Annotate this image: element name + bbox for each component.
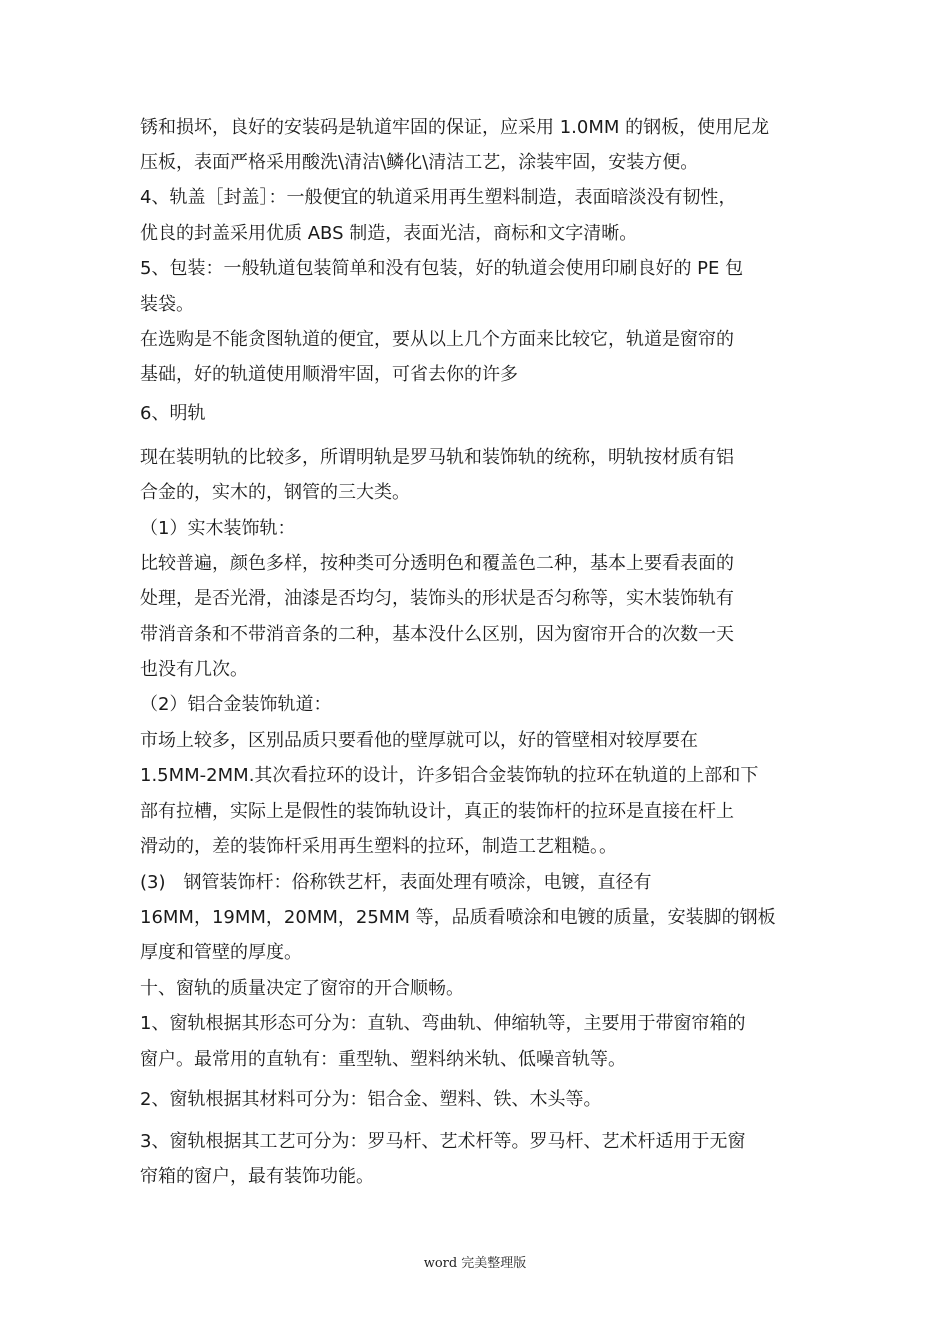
subsection-heading: （2）铝合金装饰轨道： bbox=[140, 694, 332, 715]
text-line: 帘箱的窗户，最有装饰功能。 bbox=[140, 1166, 374, 1187]
text-line: 窗户。最常用的直轨有：重型轨、塑料纳米轨、低噪音轨等。 bbox=[140, 1049, 626, 1070]
text-line: 带消音条和不带消音条的二种，基本没什么区别，因为窗帘开合的次数一天 bbox=[140, 624, 734, 645]
text-line: 部有拉槽，实际上是假性的装饰轨设计，真正的装饰杆的拉环是直接在杆上 bbox=[140, 801, 734, 822]
text-line: 16MM，19MM，20MM，25MM 等，品质看喷涂和电镀的质量，安装脚的钢板 bbox=[140, 907, 776, 928]
text-line: 压板，表面严格采用酸洗\清洁\鳞化\清洁工艺，涂装牢固，安装方便。 bbox=[140, 152, 699, 173]
text-line: 装袋。 bbox=[140, 294, 194, 315]
text-line: 处理，是否光滑，油漆是否均匀，装饰头的形状是否匀称等，实木装饰轨有 bbox=[140, 588, 734, 609]
text-line: 3、窗轨根据其工艺可分为：罗马杆、艺术杆等。罗马杆、艺术杆适用于无窗 bbox=[140, 1131, 746, 1152]
text-line: 比较普遍，颜色多样，按种类可分透明色和覆盖色二种，基本上要看表面的 bbox=[140, 553, 734, 574]
text-line: 厚度和管壁的厚度。 bbox=[140, 942, 302, 963]
subsection-heading: (3) 钢管装饰杆：俗称铁艺杆，表面处理有喷涂，电镀，直径有 bbox=[140, 872, 652, 893]
text-line: 1.5MM-2MM.其次看拉环的设计，许多铝合金装饰轨的拉环在轨道的上部和下 bbox=[140, 765, 759, 786]
text-line: 现在装明轨的比较多，所谓明轨是罗马轨和装饰轨的统称，明轨按材质有铝 bbox=[140, 447, 734, 468]
page-footer: word 完美整理版 bbox=[423, 1256, 527, 1271]
section-heading: 6、明轨 bbox=[140, 403, 206, 424]
text-line: 滑动的，差的装饰杆采用再生塑料的拉环，制造工艺粗糙。。 bbox=[140, 836, 617, 857]
text-line: 优良的封盖采用优质 ABS 制造，表面光洁，商标和文字清晰。 bbox=[140, 223, 638, 244]
text-line: 锈和损坏，良好的安装码是轨道牢固的保证，应采用 1.0MM 的钢板，使用尼龙 bbox=[140, 117, 770, 138]
text-line: 1、窗轨根据其形态可分为：直轨、弯曲轨、伸缩轨等，主要用于带窗帘箱的 bbox=[140, 1013, 746, 1034]
text-line: 4、轨盖［封盖］：一般便宜的轨道采用再生塑料制造，表面暗淡没有韧性， bbox=[140, 187, 737, 208]
section-heading: 十、窗轨的质量决定了窗帘的开合顺畅。 bbox=[140, 978, 464, 999]
text-line: 2、窗轨根据其材料可分为：铝合金、塑料、铁、木头等。 bbox=[140, 1089, 602, 1110]
text-line: 在选购是不能贪图轨道的便宜，要从以上几个方面来比较它，轨道是窗帘的 bbox=[140, 329, 734, 350]
subsection-heading: （1）实木装饰轨： bbox=[140, 518, 296, 539]
text-line: 5、包装：一般轨道包装简单和没有包装，好的轨道会使用印刷良好的 PE 包 bbox=[140, 258, 744, 279]
text-line: 合金的，实木的，钢管的三大类。 bbox=[140, 482, 410, 503]
text-line: 也没有几次。 bbox=[140, 659, 248, 680]
text-line: 市场上较多，区别品质只要看他的壁厚就可以，好的管壁相对较厚要在 bbox=[140, 730, 698, 751]
text-line: 基础，好的轨道使用顺滑牢固，可省去你的许多 bbox=[140, 364, 518, 385]
